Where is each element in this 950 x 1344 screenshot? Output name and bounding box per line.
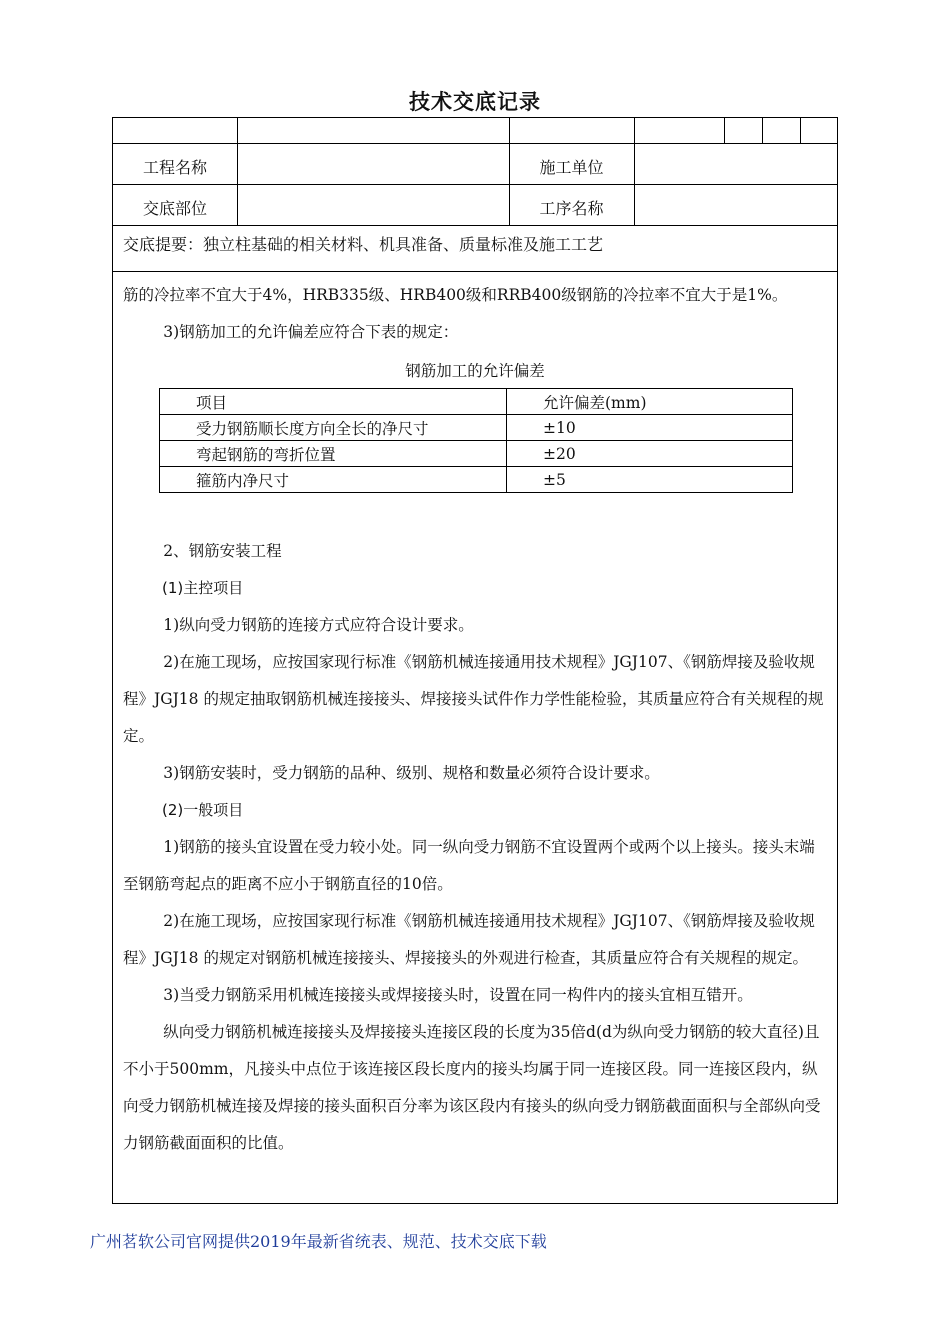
table-cell: 受力钢筋顺长度方向全长的净尺寸 — [160, 415, 507, 441]
strip-divider — [724, 118, 725, 143]
subsection-heading: (1)主控项目 — [162, 579, 244, 597]
table-row — [160, 415, 793, 441]
tolerance-table — [159, 388, 793, 493]
paragraph: 2)在施工现场，应按国家现行标准《钢筋机械连接通用技术规程》JGJ107、《钢筋焊接及验收规程》JGJ18 的规定对钢筋机械连接接头、焊接接头的外观进行检查，其质量应符合有关规程的规定。 — [123, 912, 815, 967]
table-cell: 箍筋内净尺寸 — [160, 467, 507, 493]
footer-note: 广州茗软公司官网提供2019年最新省统表、规范、技术交底下载 — [90, 1232, 547, 1251]
process-name-label: 工序名称 — [539, 199, 604, 218]
content-block-main — [123, 533, 829, 1162]
paragraph: 2)在施工现场，应按国家现行标准《钢筋机械连接通用技术规程》JGJ107、《钢筋焊接及验收规程》JGJ18 的规定抽取钢筋机械连接接头、焊接接头试件作力学性能检验，其质量应符合有关规程的规定。 — [123, 653, 824, 745]
paragraph: 筋的冷拉率不宜大于4%，HRB335级、HRB400级和RRB400级钢筋的冷拉率不宜大于是1%。 — [123, 286, 788, 304]
disclosure-location-label: 交底部位 — [142, 199, 207, 218]
paragraph: 纵向受力钢筋机械连接接头及焊接接头连接区段的长度为35倍d(d为纵向受力钢筋的较大直径)且不小于500mm，凡接头中点位于该连接区段长度内的接头均属于同一连接区段。同一连接区段内，纵向受力钢筋机械连接及焊接的接头面积百分率为该区段内有接头的纵向受力钢筋截面面积与全部纵向受力钢筋截面面积的比值。 — [123, 1023, 821, 1152]
construction-unit-label: 施工单位 — [539, 158, 604, 177]
record-form — [112, 143, 838, 1204]
table-cell: ±5 — [507, 467, 793, 493]
table-cell: ±20 — [507, 441, 793, 467]
header-strip — [112, 117, 838, 143]
summary-text: 交底提要：独立柱基础的相关材料、机具准备、质量标准及施工工艺 — [123, 235, 604, 254]
strip-divider — [237, 118, 238, 143]
subsection-heading: (2)一般项目 — [162, 801, 244, 819]
table-header-cell: 项目 — [160, 389, 507, 415]
strip-divider — [509, 118, 510, 143]
paragraph: 3)钢筋安装时，受力钢筋的品种、级别、规格和数量必须符合设计要求。 — [163, 764, 660, 782]
content-block-top — [123, 277, 829, 351]
row-divider — [113, 271, 837, 272]
project-name-label: 工程名称 — [142, 158, 207, 177]
section-heading: 2、钢筋安装工程 — [163, 542, 282, 560]
paragraph: 1)纵向受力钢筋的连接方式应符合设计要求。 — [163, 616, 474, 634]
paragraph: 3)钢筋加工的允许偏差应符合下表的规定： — [163, 323, 459, 341]
table-row — [160, 467, 793, 493]
table-cell: 弯起钢筋的弯折位置 — [160, 441, 507, 467]
paragraph: 1)钢筋的接头宜设置在受力较小处。同一纵向受力钢筋不宜设置两个或两个以上接头。接头末端至钢筋弯起点的距离不应小于钢筋直径的10倍。 — [123, 838, 815, 893]
table-header-row — [160, 389, 793, 415]
table-caption: 钢筋加工的允许偏差 — [405, 362, 545, 380]
col-divider — [237, 144, 238, 225]
table-row — [160, 441, 793, 467]
row-divider — [113, 184, 837, 185]
col-divider — [634, 144, 635, 225]
paragraph: 3)当受力钢筋采用机械连接接头或焊接接头时，设置在同一构件内的接头宜相互错开。 — [163, 986, 753, 1004]
strip-divider — [800, 118, 801, 143]
table-header-cell: 允许偏差(mm) — [507, 389, 793, 415]
strip-divider — [762, 118, 763, 143]
page-title: 技术交底记录 — [409, 89, 541, 114]
strip-divider — [634, 118, 635, 143]
row-divider — [113, 225, 837, 226]
table-cell: ±10 — [507, 415, 793, 441]
